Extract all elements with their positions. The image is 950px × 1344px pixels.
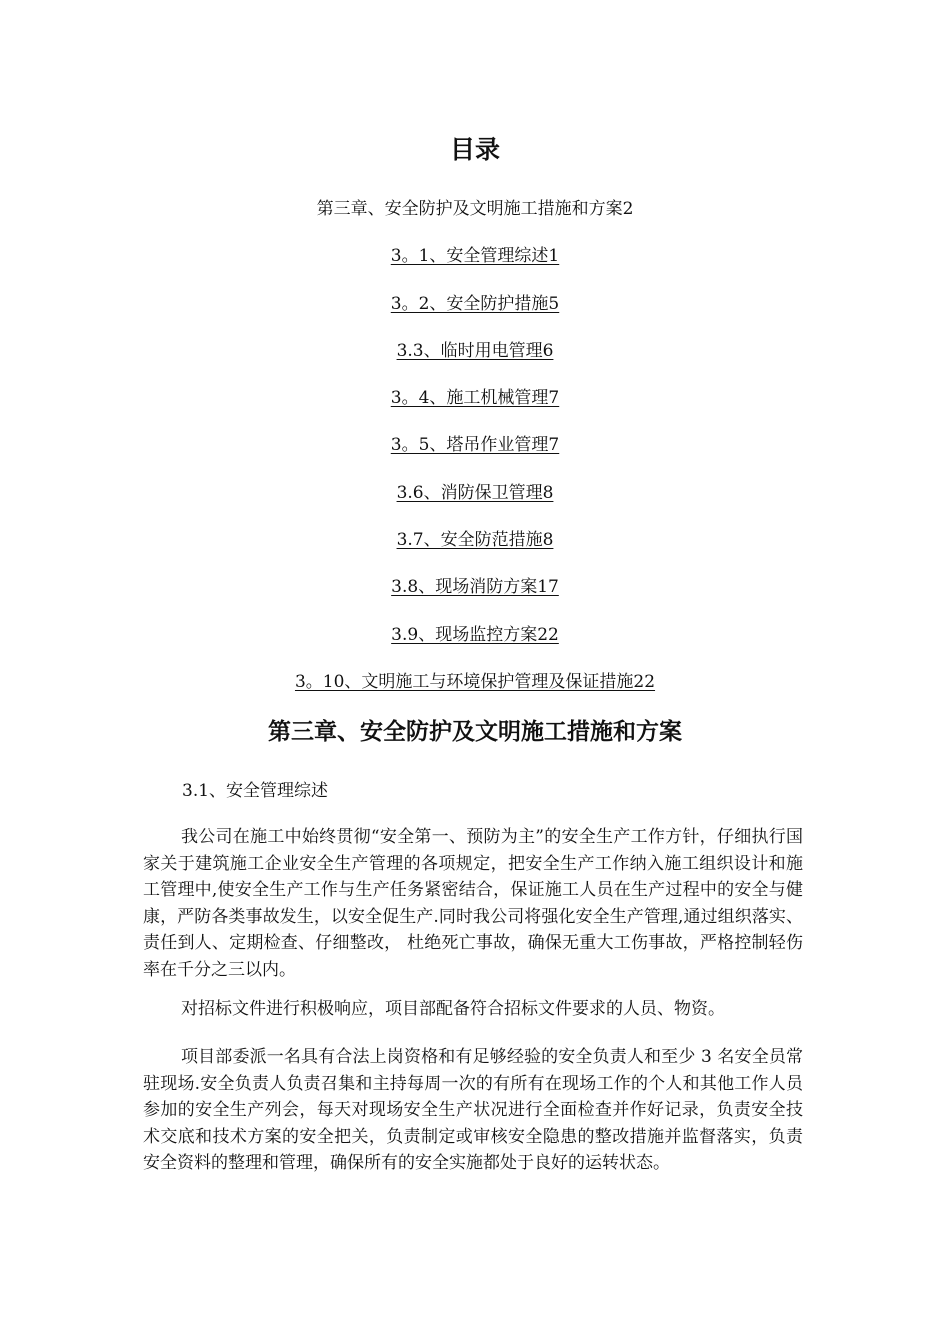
toc-item-3-2 bbox=[0, 289, 950, 336]
toc-item-3-6 bbox=[0, 478, 950, 525]
toc-item-3-5 bbox=[0, 430, 950, 477]
body-paragraph: 我公司在施工中始终贯彻“安全第一、预防为主”的安全生产工作方针，仔细执行国家关于建筑施工企业安全生产管理的各项规定，把安全生产工作纳入施工组织设计和施工管理中,使安全生产工作与生产任务紧密结合，保证施工人员在生产过程中的安全与健康，严防各类事故发生，以安全促生产.同时我公司将强化安全生产管理,通过组织落实、责任到人、定期检查、仔细整改， 杜绝死亡事故，确保无重大工伤事故，严格控制轻伤率在千分之三以内。 bbox=[143, 827, 803, 980]
toc-link[interactable]: 3。1、安全管理综述1 bbox=[390, 246, 560, 267]
toc-item-3-4 bbox=[0, 383, 950, 430]
section-heading: 3.1、安全管理综述 bbox=[182, 781, 329, 801]
toc-title: 目录 bbox=[449, 135, 500, 164]
toc-item-chapter-3 bbox=[0, 194, 950, 241]
toc-link[interactable]: 3.7、安全防范措施8 bbox=[396, 530, 554, 551]
toc-item-3-7 bbox=[0, 525, 950, 572]
toc-link[interactable]: 第三章、安全防护及文明施工措施和方案2 bbox=[316, 199, 634, 219]
toc-item-3-9 bbox=[0, 620, 950, 667]
toc-link[interactable]: 3.3、临时用电管理6 bbox=[396, 340, 554, 361]
toc-link[interactable]: 3。5、塔吊作业管理7 bbox=[390, 435, 560, 456]
body-paragraph: 对招标文件进行积极响应，项目部配备符合招标文件要求的人员、物资。 bbox=[181, 999, 725, 1019]
toc-item-3-8 bbox=[0, 572, 950, 619]
chapter-title: 第三章、安全防护及文明施工措施和方案 bbox=[268, 719, 682, 745]
table-of-contents bbox=[0, 194, 950, 714]
toc-link[interactable]: 3。10、文明施工与环境保护管理及保证措施22 bbox=[294, 671, 656, 692]
toc-item-3-1 bbox=[0, 241, 950, 288]
toc-link[interactable]: 3。4、施工机械管理7 bbox=[390, 388, 560, 409]
toc-link[interactable]: 3.8、现场消防方案17 bbox=[391, 577, 559, 598]
toc-link[interactable]: 3.9、现场监控方案22 bbox=[391, 624, 559, 645]
body-paragraph: 项目部委派一名具有合法上岗资格和有足够经验的安全负责人和至少 3 名安全员常驻现场.安全负责人负责召集和主持每周一次的有所有在现场工作的个人和其他工作人员参加的安全生产列会，每天对现场安全生产状况进行全面检查并作好记录，负责安全技术交底和技术方案的安全把关，负责制定或审核安全隐患的整改措施并监督落实，负责安全资料的整理和管理，确保所有的安全实施都处于良好的运转状态。 bbox=[143, 1047, 803, 1174]
toc-link[interactable]: 3.6、消防保卫管理8 bbox=[396, 482, 554, 503]
toc-link[interactable]: 3。2、安全防护措施5 bbox=[390, 293, 560, 314]
toc-item-3-10 bbox=[0, 667, 950, 714]
toc-item-3-3 bbox=[0, 336, 950, 383]
